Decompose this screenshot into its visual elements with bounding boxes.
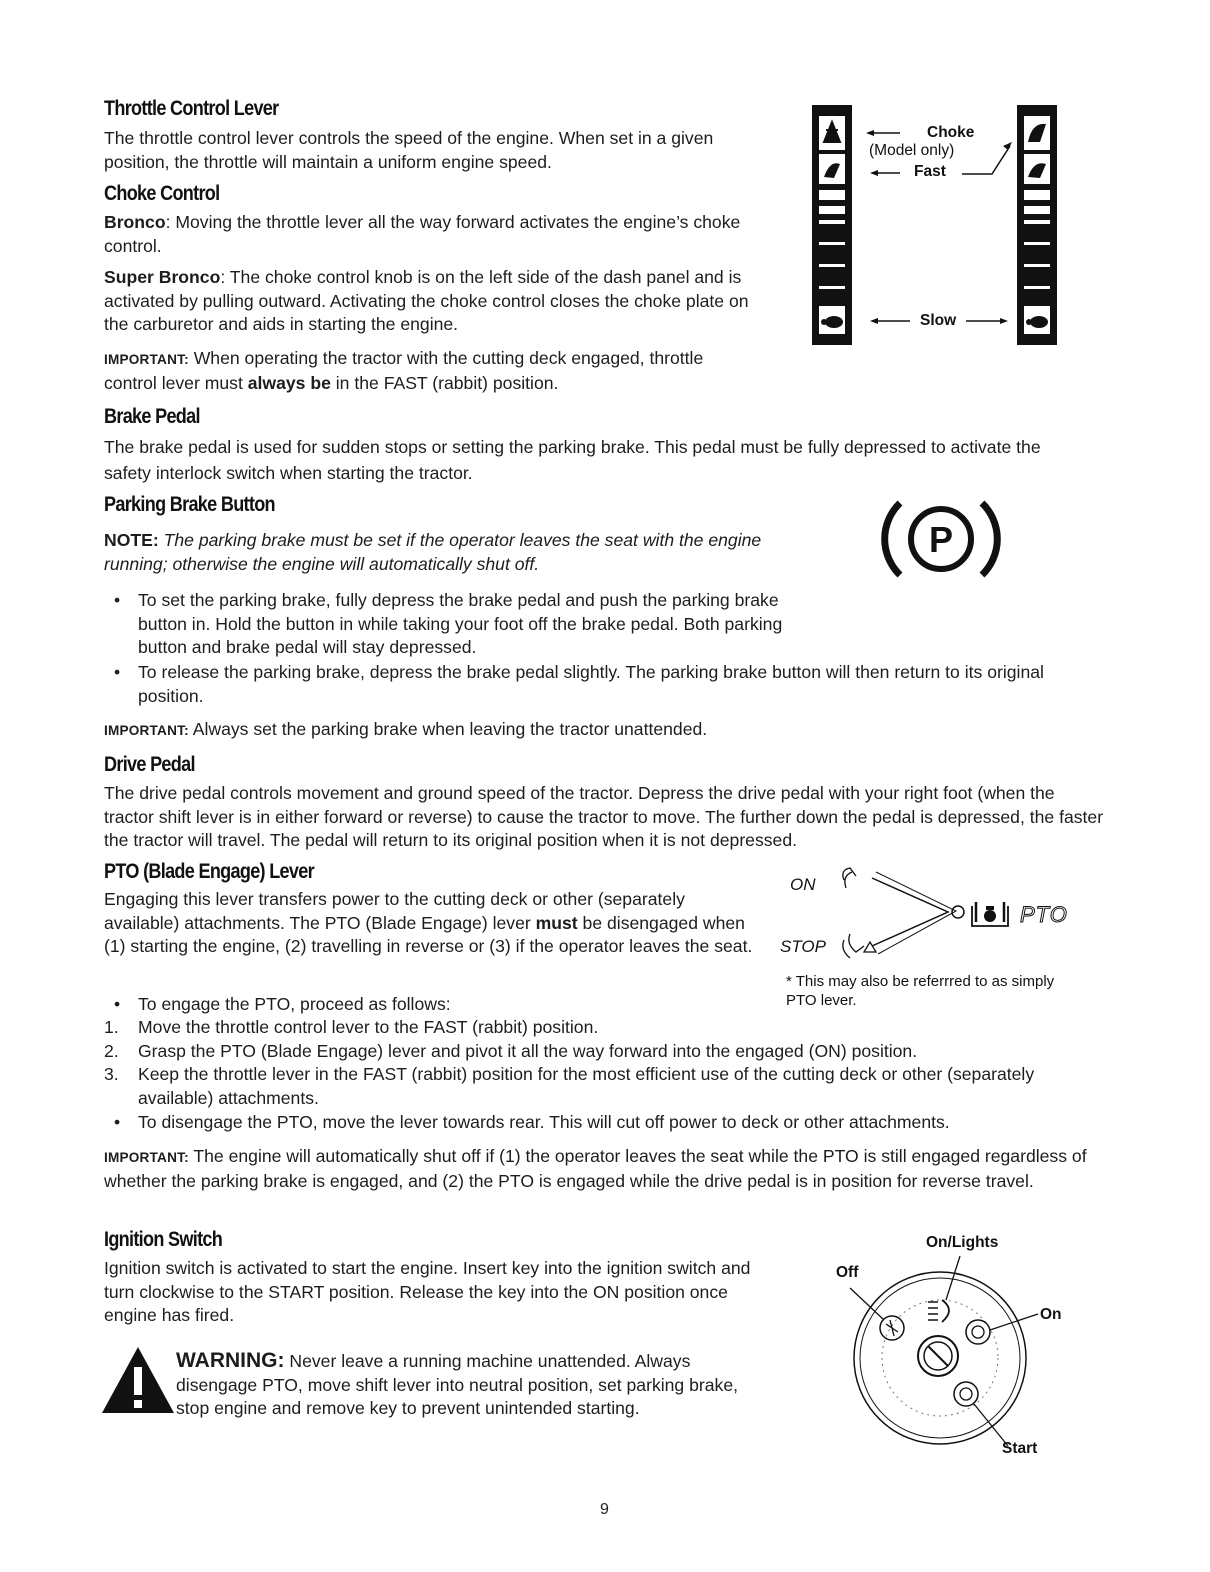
warning-description: Never leave a running machine unattended. Always disengage PTO, move shift lever into neutral position, set parking brake, stop engine and remove key to prevent unintended starting. bbox=[176, 1351, 739, 1418]
bullet-glyph: • bbox=[114, 662, 121, 682]
bullet-glyph: • bbox=[114, 994, 121, 1014]
super-bronco-label: Super Bronco bbox=[104, 267, 221, 287]
pto-text-bold: must bbox=[535, 912, 578, 933]
pto-step-2 bbox=[104, 1040, 1104, 1064]
parking-symbol-letter: P bbox=[928, 519, 954, 560]
parking-bullet-2 bbox=[104, 661, 1114, 709]
important-label: IMPORTANT: bbox=[104, 1150, 189, 1165]
parking-bullet-1-text: To set the parking brake, fully depress the brake pedal and push the parking brake button in. Hold the button in while taking your foot off the brake pedal. Both parking button and brake pedal will stay depressed. bbox=[138, 590, 783, 657]
choke-important-bold: always be bbox=[247, 372, 331, 393]
parking-brake-symbol bbox=[866, 493, 1016, 585]
pto-text-post: be disengaged when (1) starting the engine, (2) travelling in reverse or (3) if the operator leaves the seat. bbox=[104, 912, 753, 956]
pto-step-1-text: Move the throttle control lever to the FAST (rabbit) position. bbox=[138, 1017, 599, 1037]
pto-bullet-disengage-text: To disengage the PTO, move the lever towards rear. This will cut off power to deck or other attachments. bbox=[138, 1112, 950, 1132]
warning-block bbox=[100, 1343, 780, 1428]
drive-text: The drive pedal controls movement and ground speed of the tractor. Depress the drive pedal with your right foot (when the tractor shift lever is in either forward or reverse) to cause the tractor to move. The further down the pedal is depressed, the faster the tractor will travel. The pedal will return to its original position when it is not depressed. bbox=[104, 783, 1104, 850]
pto-figure-note: * This may also be referrred to as simply PTO lever. bbox=[786, 973, 1055, 1009]
pto-heading: PTO (Blade Engage) Lever bbox=[104, 860, 314, 883]
choke-label: Choke bbox=[927, 124, 975, 141]
page-number: 9 bbox=[600, 1501, 609, 1518]
pto-step-3-text: Keep the throttle lever in the FAST (rabbit) position for the most efficient use of the cutting deck or other (separately available) attachments. bbox=[138, 1064, 1035, 1108]
choke-important-post: in the FAST (rabbit) position. bbox=[330, 372, 559, 393]
pto-text bbox=[104, 888, 759, 959]
step-number: 1. bbox=[104, 1017, 119, 1037]
brake-heading: Brake Pedal bbox=[104, 405, 200, 428]
choke-super-bronco-text bbox=[104, 266, 768, 337]
important-label: IMPORTANT: bbox=[104, 352, 189, 367]
pto-important bbox=[104, 1145, 1104, 1193]
parking-important bbox=[104, 718, 1064, 743]
parking-bullet-2-text: To release the parking brake, depress the brake pedal slightly. The parking brake button will then return to its original position. bbox=[138, 662, 1044, 706]
throttle-heading: Throttle Control Lever bbox=[104, 97, 279, 120]
warning-text bbox=[176, 1349, 776, 1421]
bronco-description: : Moving the throttle lever all the way forward activates the engine’s choke control. bbox=[104, 212, 741, 256]
brake-text: The brake pedal is used for sudden stops or setting the parking brake. This pedal must be fully depressed to activate the safety interlock switch when starting the tractor. bbox=[104, 437, 1041, 483]
super-bronco-description: : The choke control knob is on the left side of the dash panel and is activated by pulling outward. Activating the choke control closes the choke plate on the carburetor and aids in starting the engine. bbox=[104, 267, 749, 334]
pto-text-pre: Engaging this lever transfers power to the cutting deck or other (separately available) attachments. The PTO (Blade Engage) lever bbox=[104, 889, 685, 933]
note-label: NOTE: bbox=[104, 530, 159, 550]
fast-label: Fast bbox=[914, 163, 946, 180]
bronco-label: Bronco bbox=[104, 212, 166, 232]
pto-bullet-intro-text: To engage the PTO, proceed as follows: bbox=[138, 994, 451, 1014]
ignition-start-label: Start bbox=[1002, 1440, 1038, 1457]
parking-note bbox=[104, 529, 784, 576]
important-label: IMPORTANT: bbox=[104, 723, 189, 738]
model-only-label: (Model only) bbox=[869, 142, 955, 159]
ignition-heading: Ignition Switch bbox=[104, 1228, 223, 1251]
ignition-on-label: On bbox=[1040, 1306, 1062, 1323]
parking-bullet-1 bbox=[104, 589, 1114, 661]
choke-important-text bbox=[104, 347, 754, 395]
parking-heading: Parking Brake Button bbox=[104, 493, 275, 516]
parking-important-text: Always set the parking brake when leaving the tractor unattended. bbox=[188, 719, 708, 739]
choke-bronco-text bbox=[104, 211, 764, 258]
ignition-text: Ignition switch is activated to start the engine. Insert key into the ignition switch and turn clockwise to the START position. Release the key into the ON position once engine has fired. bbox=[104, 1258, 751, 1325]
throttle-text: The throttle control lever controls the speed of the engine. When set in a given position, the throttle will maintain a uniform engine speed. bbox=[104, 128, 714, 172]
parking-note-text: The parking brake must be set if the operator leaves the seat with the engine running; otherwise the engine will automatically shut off. bbox=[104, 530, 762, 574]
bullet-glyph: • bbox=[114, 1112, 121, 1132]
pto-lever-figure bbox=[780, 862, 1090, 1012]
pto-on-label: ON bbox=[790, 875, 816, 894]
slow-label: Slow bbox=[920, 312, 957, 329]
ignition-off-label: Off bbox=[836, 1264, 859, 1281]
step-number: 3. bbox=[104, 1064, 119, 1084]
ignition-switch-figure bbox=[820, 1228, 1090, 1468]
ignition-lights-label: On/Lights bbox=[926, 1234, 999, 1251]
pto-decal-label: PTO bbox=[1020, 902, 1068, 927]
pto-bullet-intro bbox=[104, 993, 1104, 1017]
pto-important-text: The engine will automatically shut off if (1) the operator leaves the seat while the PTO is still engaged regardless of whether the parking brake is engaged, and (2) the PTO is engaged while the drive pedal is in position for reverse travel. bbox=[104, 1146, 1087, 1191]
step-number: 2. bbox=[104, 1041, 119, 1061]
parking-brake-graphic bbox=[866, 493, 1016, 585]
pto-stop-label: STOP bbox=[780, 937, 826, 956]
pto-step-1 bbox=[104, 1016, 1104, 1040]
pto-step-3 bbox=[104, 1063, 1104, 1111]
pto-step-2-text: Grasp the PTO (Blade Engage) lever and pivot it all the way forward into the engaged (ON) position. bbox=[138, 1041, 918, 1061]
pto-bullet-disengage bbox=[104, 1111, 1104, 1135]
drive-heading: Drive Pedal bbox=[104, 753, 195, 776]
choke-heading: Choke Control bbox=[104, 182, 220, 205]
warning-triangle-icon bbox=[100, 1345, 176, 1415]
warning-label: WARNING: bbox=[176, 1349, 285, 1372]
choke-important-pre: When operating the tractor with the cutting deck engaged, throttle control lever must bbox=[104, 348, 704, 393]
ignition-switch-graphic bbox=[820, 1228, 1090, 1468]
throttle-decal-figure bbox=[812, 102, 1062, 347]
bullet-glyph: • bbox=[114, 590, 121, 610]
